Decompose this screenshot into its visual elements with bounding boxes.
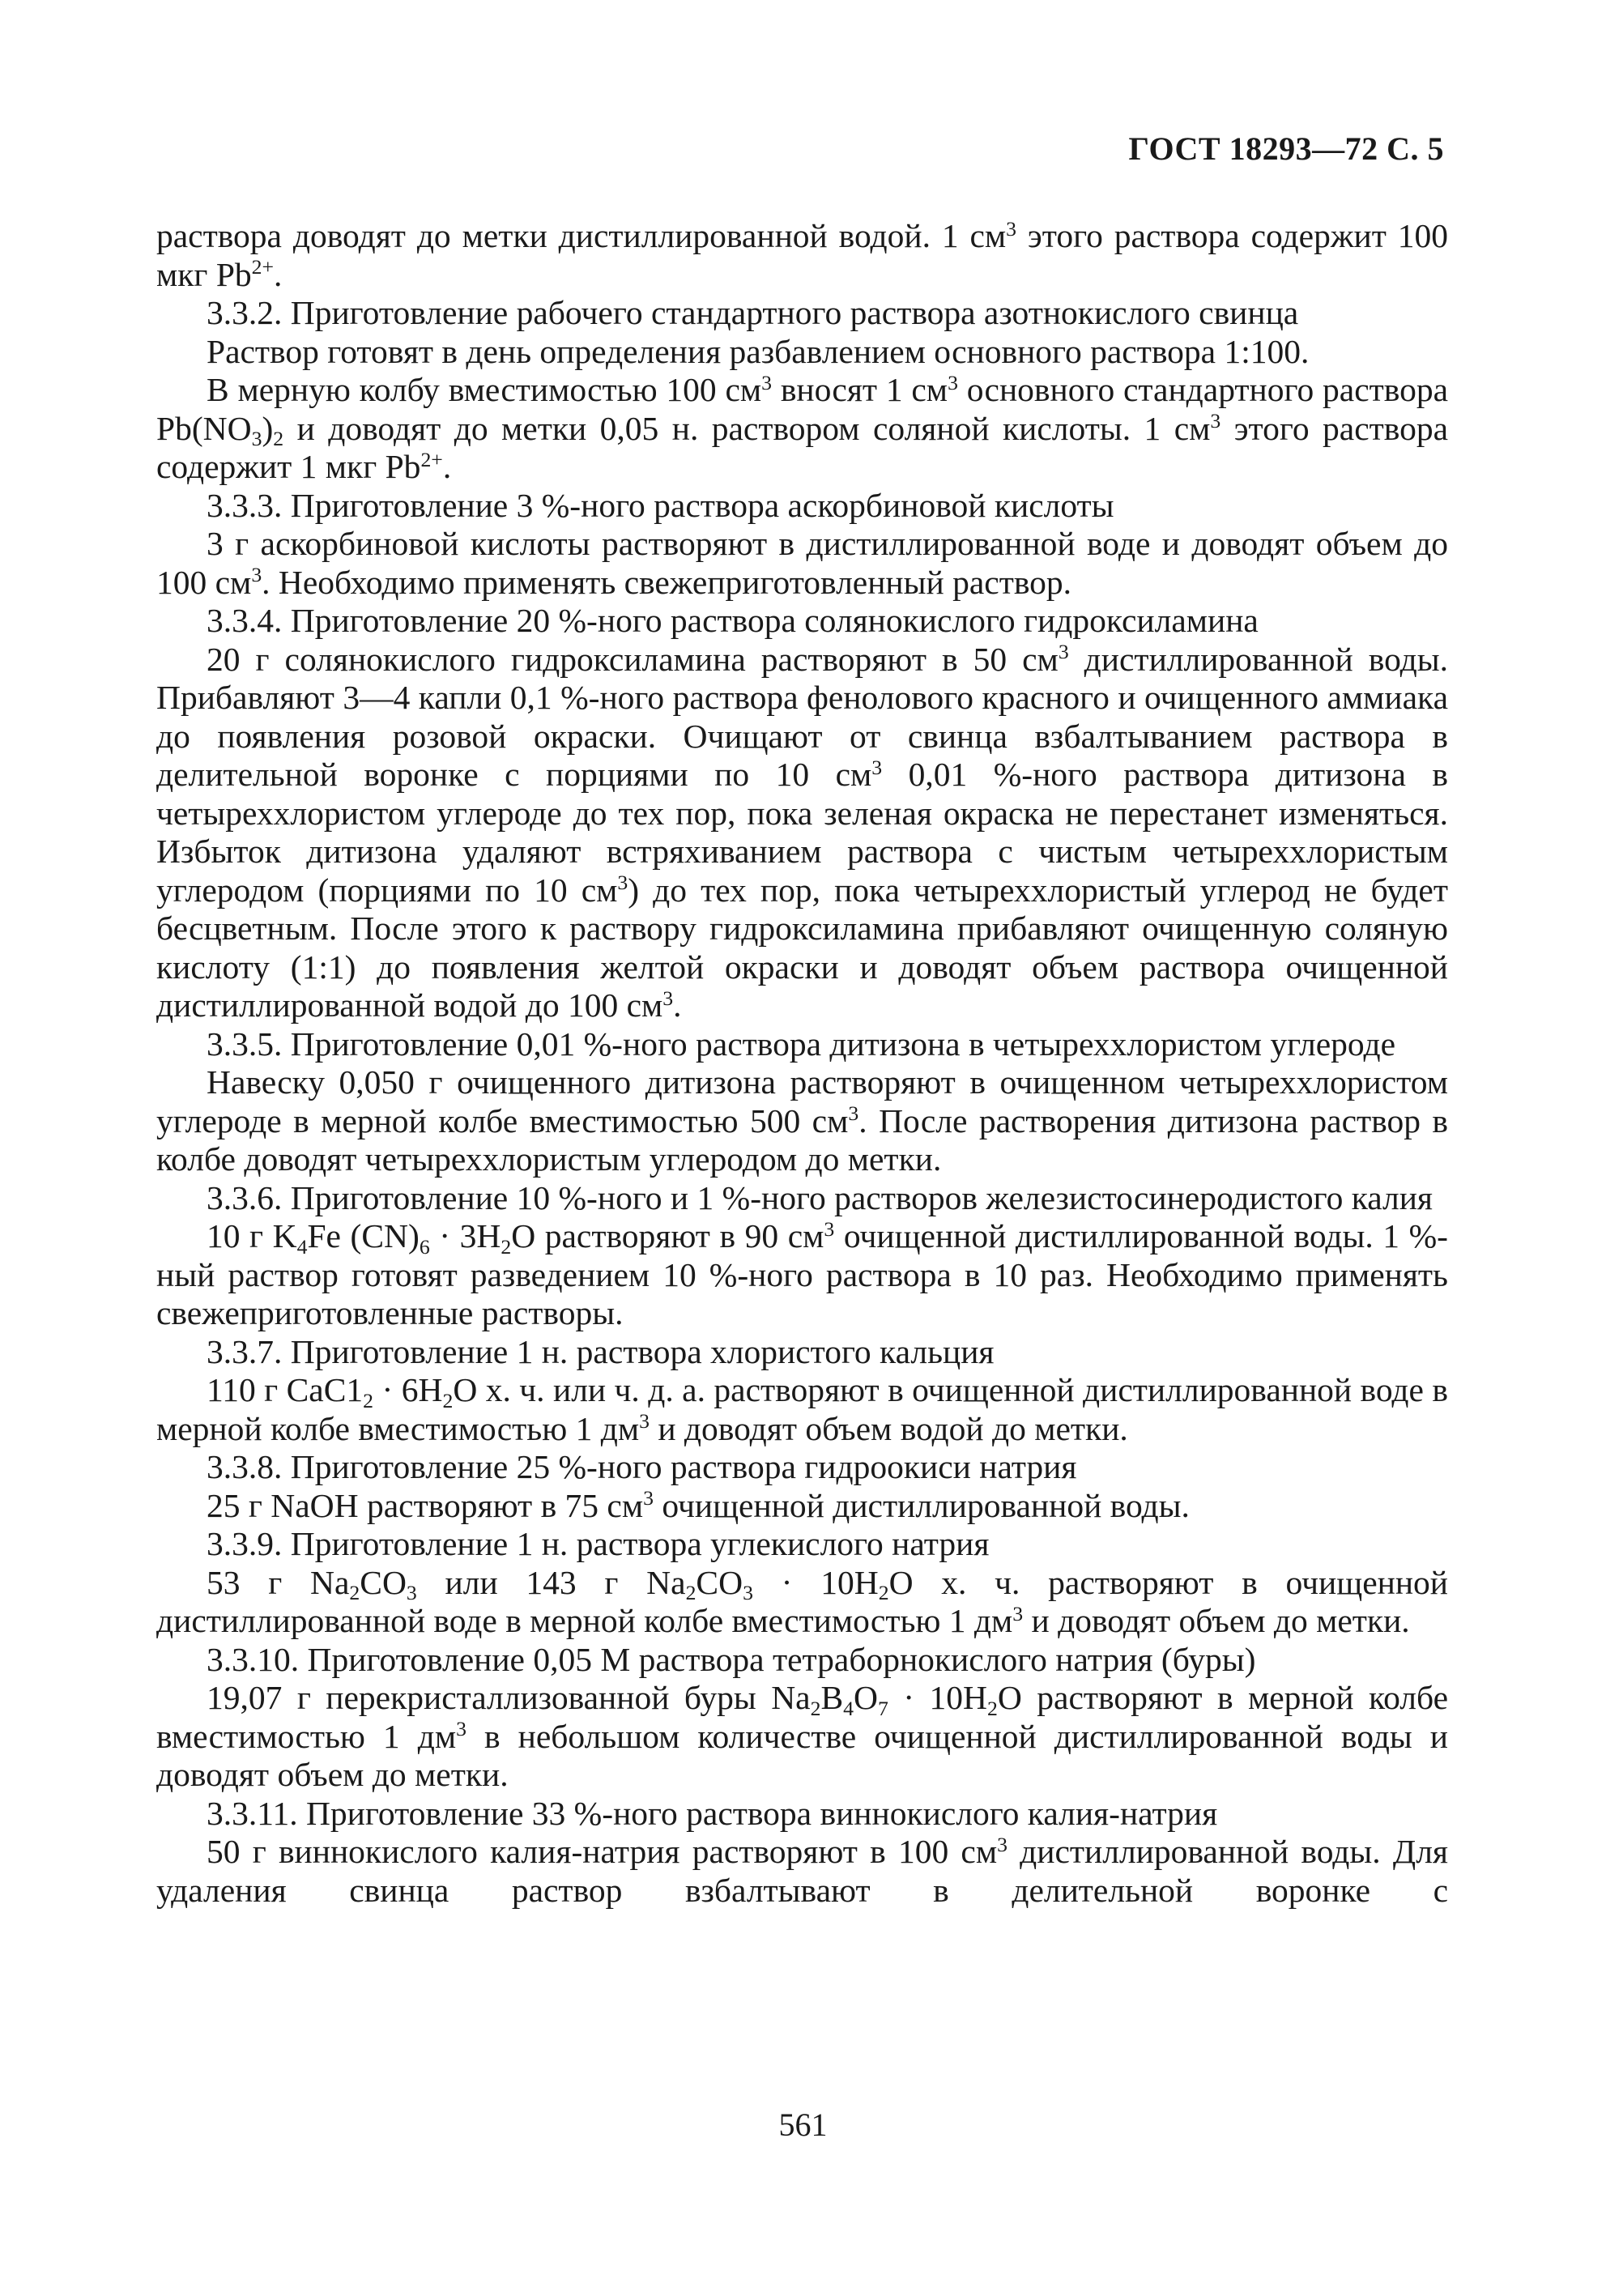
paragraph-dilution: Раствор готовят в день определения разбавлением основного раствора 1:100.	[207, 332, 1310, 370]
page-number: 561	[778, 2106, 828, 2143]
section-3-3-9-heading: 3.3.9. Приготовление 1 н. раствора углекислого натрия	[207, 1525, 990, 1562]
section-3-3-5-heading: 3.3.5. Приготовление 0,01 %-ного раствора дитизона в четыреххлористом углероде	[207, 1024, 1396, 1063]
paragraph-ferrocyanide: 10 г $K_4Fe$ $(CN)_6 \cdot 3H_2O$ растворяют в 90 $см^3$ очищенной дистиллированной воды. 1 %-ный раствор готовят разведением 10 %-ного раствора в 10 раз. Необходимо применять свежеприготовленные растворы.	[156, 1216, 1448, 1331]
paragraph-dithizone: Навеску 0,050 г очищенного дитизона растворяют в очищенном четыреххлористом углероде в мерной колбе вместимостью 500 $см^3$. После растворения дитизона раствор в колбе доводят четыреххлористым углеродом до метки.	[156, 1063, 1448, 1178]
section-3-3-11-heading: 3.3.11. Приготовление 33 %-ного раствора виннокислого калия-натрия	[207, 1794, 1218, 1832]
section-3-3-3-heading: 3.3.3. Приготовление 3 %-ного раствора аскорбиновой кислоты	[207, 486, 1114, 524]
paragraph-ascorbic: 3 г аскорбиновой кислоты растворяют в дистиллированной воде и доводят объем до 100 $см^3$. Необходимо применять свежеприготовленный раствор.	[156, 525, 1448, 601]
paragraph-tartrate: 50 г виннокислого калия-натрия растворяют в 100 $см^3$ дистиллированной воды. Для удаления свинца раствор взбалтывают в делительной воронке с	[156, 1832, 1448, 1909]
section-3-3-6-heading: 3.3.6. Приготовление 10 %-ного и 1 %-ного растворов железистосинеродистого калия	[207, 1178, 1433, 1216]
page-header: ГОСТ 18293—72 С. 5	[1128, 130, 1444, 167]
paragraph-sodium-carbonate: 53 г $Na_2CO_3$ или 143 г $Na_2CO_3 \cdot 10H_2O$ х. ч. растворяют в очищенной дистиллированной воде в мерной колбе вместимостью 1 $дм^3$ и доводят объем до метки.	[156, 1563, 1448, 1639]
section-3-3-8-heading: 3.3.8. Приготовление 25 %-ного раствора гидроокиси натрия	[207, 1448, 1077, 1485]
section-3-3-10-heading: 3.3.10. Приготовление 0,05 М раствора тетраборнокислого натрия (буры)	[207, 1640, 1256, 1678]
section-3-3-2-heading: 3.3.2. Приготовление рабочего стандартного раствора азотнокислого свинца	[207, 294, 1299, 331]
paragraph-sodium-hydroxide: 25 г NaOH растворяют в 75 $см^3$ очищенной дистиллированной воды.	[207, 1486, 1190, 1524]
paragraph-working-solution: В мерную колбу вместимостью 100 $см^3$ вносят 1 $см^3$ основного стандартного раствора $Pb(NO_3)_2$ и доводят до метки 0,05 н. раствором соляной кислоты. 1 $см^3$ этого раствора содержит 1 мкг $Pb^{2+}$.	[156, 370, 1449, 485]
section-3-3-7-heading: 3.3.7. Приготовление 1 н. раствора хлористого кальция	[207, 1332, 995, 1370]
paragraph-hydroxylamine: 20 г солянокислого гидроксиламина растворяют в 50 $см^3$ дистиллированной воды. Прибавляют 3—4 капли 0,1 %-ного раствора фенолового красного и очищенного аммиака до появления розовой окраски. Очищают от свинца взбалтыванием раствора в делительной воронке с порциями по 10 $см^3$ 0,01 %-ного раствора дитизона в четыреххлористом углероде до тех пор, пока зеленая окраска не перестанет изменяться. Избыток дитизона удаляют встряхиванием раствора с чистым четыреххлористым углеродом (порциями по 10 $см^3$) до тех пор, пока четыреххлористый углерод не будет бесцветным. После этого к раствору гидроксиламина прибавляют очищенную соляную кислоту (1:1) до появления желтой окраски и доводят объем раствора очищенной дистиллированной водой до 100 $см^3$.	[156, 640, 1448, 1024]
paragraph-borax: 19,07 г перекристаллизованной буры $Na_2B_4O_7 \cdot 10H_2O$ растворяют в мерной колбе вместимостью 1 $дм^3$ в небольшом количестве очищенной дистиллированной воды и доводят объем до метки.	[156, 1679, 1448, 1793]
section-3-3-4-heading: 3.3.4. Приготовление 20 %-ного раствора солянокислого гидроксиламина	[207, 602, 1259, 639]
paragraph-continuation: раствора доводят до метки дистиллированной водой. 1 $см^3$ этого раствора содержит 100 мкг $Pb^{2+}$.	[156, 216, 1448, 293]
document-body	[156, 217, 1448, 1910]
paragraph-calcium-chloride: 110 г $CaC1_2 \cdot 6H_2O$ х. ч. или ч. д. а. растворяют в очищенной дистиллированной воде в мерной колбе вместимостью 1 $дм^3$ и доводят объем водой до метки.	[156, 1371, 1448, 1447]
